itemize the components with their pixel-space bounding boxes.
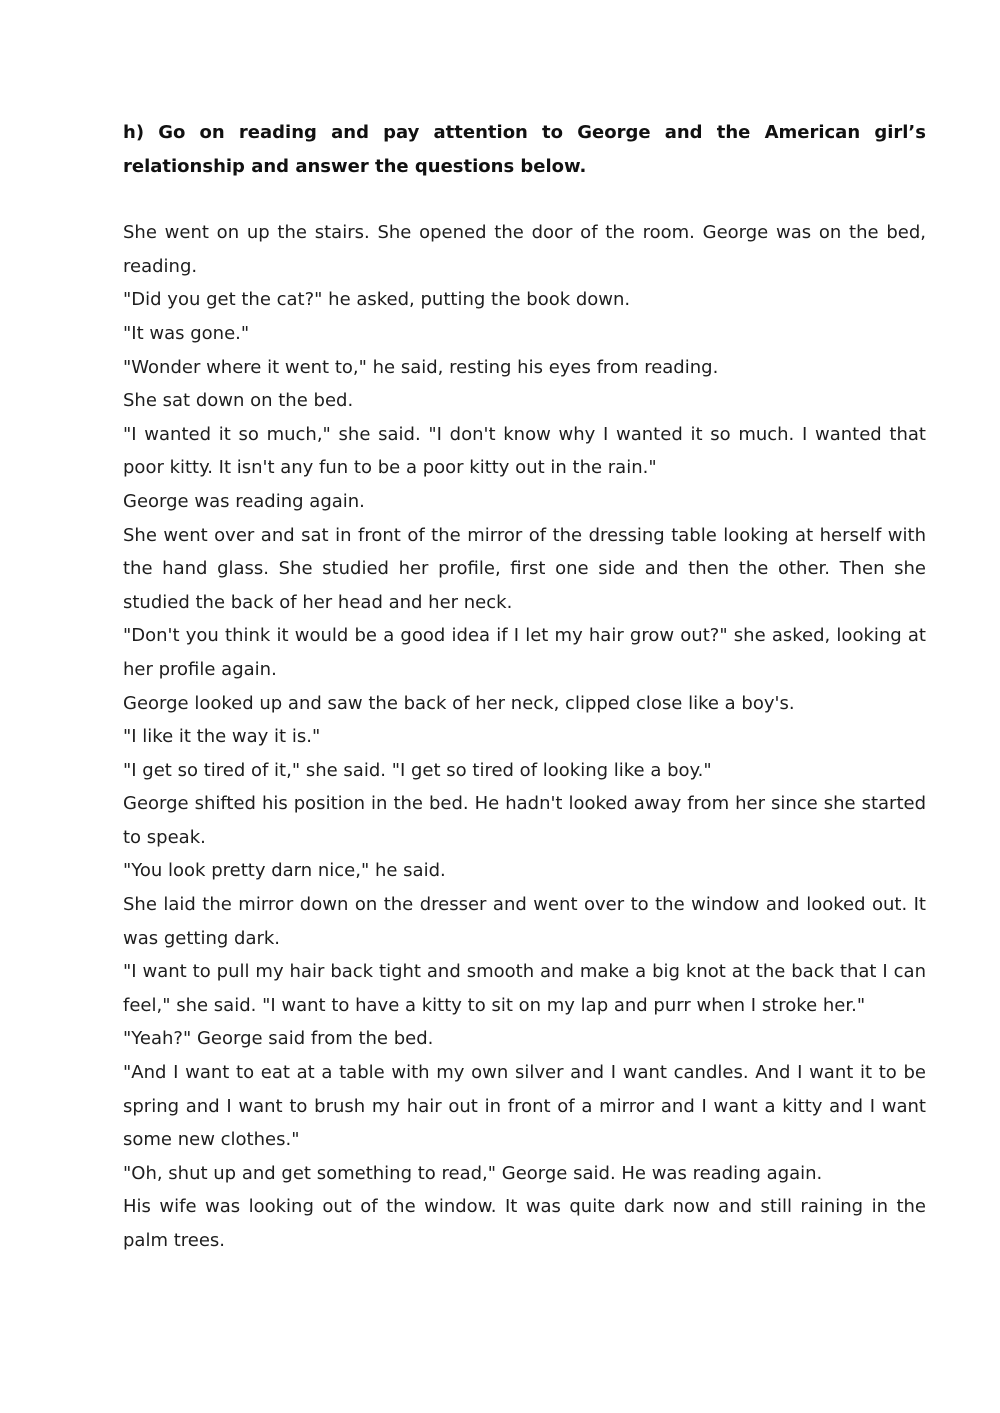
story-paragraph: "I want to pull my hair back tight and smooth and make a big knot at the back that I can feel," she said. "I want to have a kitty to sit on my lap and purr when I stroke her." <box>123 961 926 1016</box>
story-paragraph: She laid the mirror down on the dresser and went over to the window and looked out. It was getting dark. <box>123 894 926 949</box>
story-paragraph: "Oh, shut up and get something to read," George said. He was reading again. <box>123 1162 823 1184</box>
story-paragraph: George shifted his position in the bed. He hadn't looked away from her since she started to speak. <box>123 793 926 848</box>
story-paragraph: His wife was looking out of the window. It was quite dark now and still raining in the palm trees. <box>123 1196 926 1251</box>
story-paragraph: "Did you get the cat?" he asked, putting the book down. <box>123 289 631 311</box>
story-paragraph: "Wonder where it went to," he said, resting his eyes from reading. <box>123 356 719 378</box>
story-paragraph: "And I want to eat at a table with my own silver and I want candles. And I want it to be spring and I want to brush my hair out in front of a mirror and I want a kitty and I want some new clothes." <box>123 1062 926 1151</box>
story-paragraph: "I get so tired of it," she said. "I get so tired of looking like a boy." <box>123 759 712 781</box>
story-paragraph: "You look pretty darn nice," he said. <box>123 860 446 882</box>
story-text <box>123 216 926 1257</box>
story-paragraph: "I wanted it so much," she said. "I don't know why I wanted it so much. I wanted that poor kitty. It isn't any fun to be a poor kitty out in the rain." <box>123 423 926 479</box>
story-paragraph: She went on up the stairs. She opened the door of the room. George was on the bed, reading. <box>123 222 926 277</box>
story-paragraph: George looked up and saw the back of her neck, clipped close like a boy's. <box>123 692 795 714</box>
story-paragraph: George was reading again. <box>123 490 365 512</box>
exercise-heading: h) Go on reading and pay attention to George and the American girl’s relationship and answer the questions below. <box>123 122 926 177</box>
story-paragraph: "I like it the way it is." <box>123 726 321 748</box>
story-paragraph: "Don't you think it would be a good idea if I let my hair grow out?" she asked, looking at her profile again. <box>123 625 926 680</box>
story-paragraph: She sat down on the bed. <box>123 390 354 412</box>
story-paragraph: "It was gone." <box>123 322 250 344</box>
story-paragraph: She went over and sat in front of the mirror of the dressing table looking at herself with the hand glass. She studied her profile, first one side and then the other. Then she studied the back of her head and her neck. <box>123 524 926 613</box>
document-page <box>123 116 926 1258</box>
story-paragraph: "Yeah?" George said from the bed. <box>123 1028 434 1050</box>
